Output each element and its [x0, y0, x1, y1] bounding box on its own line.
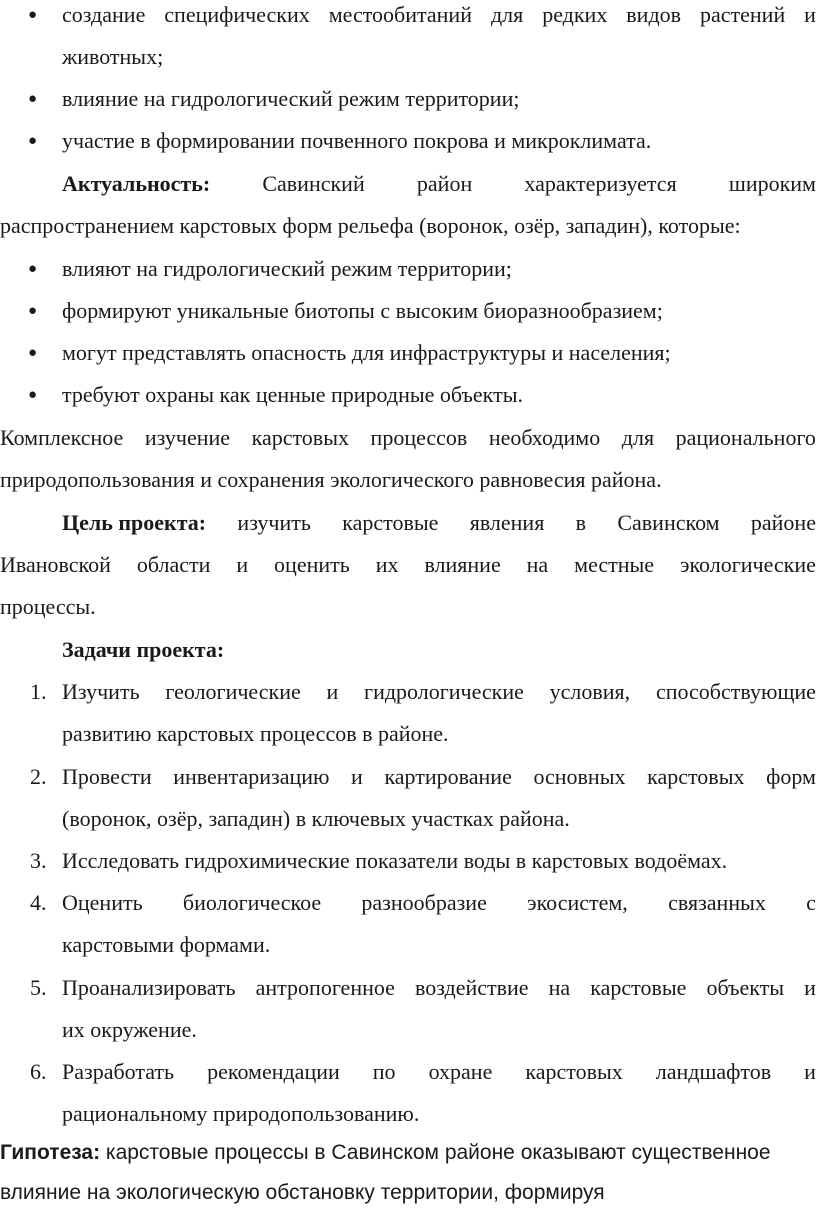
section-heading: Задачи проекта: [62, 637, 225, 662]
list-item-text: создание специфических местообитаний для редких видов растений и [62, 2, 816, 27]
task-text: Исследовать гидрохимические показатели воды в карстовых водоёмах. [62, 848, 728, 873]
bullet-icon: ● [28, 133, 38, 149]
bullet-icon: ● [28, 261, 38, 277]
bullet-icon: ● [28, 7, 38, 23]
paragraph-text: карстовые процессы в Савинском районе оказывают существенное [105, 1141, 771, 1164]
task-number: 5. [30, 975, 47, 1000]
task-text: Провести инвентаризацию и картирование основных карстовых форм [62, 764, 816, 789]
list-item-text: формируют уникальные биотопы с высоким биоразнообразием; [62, 298, 663, 323]
list-item-text: влияние на гидрологический режим территории; [62, 86, 520, 111]
task-text: Изучить геологические и гидрологические условия, способствующие [62, 679, 816, 704]
paragraph-text: распространением карстовых форм рельефа (воронок, озёр, западин), которые: [0, 213, 741, 238]
list-item-text: могут представлять опасность для инфраструктуры и населения; [62, 340, 671, 365]
paragraph-text: процессы. [0, 594, 96, 619]
word: район [416, 171, 473, 196]
bullet-icon: ● [28, 345, 38, 361]
list-item-text: участие в формировании почвенного покрова и микроклимата. [62, 128, 652, 153]
word: широким [728, 171, 816, 196]
list-item-text: требуют охраны как ценные природные объекты. [62, 382, 523, 407]
word: характеризуется [524, 171, 677, 196]
task-number: 1. [30, 679, 47, 704]
word: карстовые [342, 510, 439, 535]
bullet-icon: ● [28, 387, 38, 403]
list-item-text: влияют на гидрологический режим территории; [62, 256, 512, 281]
list-item-text: животных; [62, 44, 164, 69]
word: Савинский [262, 171, 365, 196]
goal-label: Цель проекта: [62, 510, 207, 535]
word: явления [469, 510, 545, 535]
task-number: 2. [30, 764, 47, 789]
task-text: рациональному природопользованию. [62, 1101, 420, 1126]
paragraph-text: Комплексное изучение карстовых процессов необходимо для рационального [0, 425, 816, 450]
word: Савинском [617, 510, 720, 535]
hypothesis-label: Гипотеза: [0, 1141, 101, 1164]
relevance-label: Актуальность: [62, 171, 211, 196]
bullet-icon: ● [28, 303, 38, 319]
task-text: карстовыми формами. [62, 932, 271, 957]
bullet-icon: ● [28, 91, 38, 107]
task-text: развитию карстовых процессов в районе. [62, 721, 449, 746]
word: в [575, 510, 587, 535]
task-text: Оценить биологическое разнообразие экосистем, связанных с [62, 890, 816, 915]
task-text: их окружение. [62, 1017, 197, 1042]
paragraph-text: природопользования и сохранения экологического равновесия района. [0, 467, 662, 492]
task-text: Проанализировать антропогенное воздействие на карстовые объекты и [62, 975, 816, 1000]
task-number: 6. [30, 1059, 47, 1084]
task-number: 4. [30, 890, 47, 915]
paragraph-text: влияние на экологическую обстановку территории, формируя [0, 1181, 605, 1204]
task-number: 3. [30, 848, 47, 873]
task-text: (воронок, озёр, западин) в ключевых участках района. [62, 806, 570, 831]
paragraph-text: Ивановской области и оценить их влияние на местные экологические [0, 552, 816, 577]
word: районе [750, 510, 816, 535]
task-text: Разработать рекомендации по охране карстовых ландшафтов и [62, 1059, 816, 1084]
word: изучить [237, 510, 311, 535]
